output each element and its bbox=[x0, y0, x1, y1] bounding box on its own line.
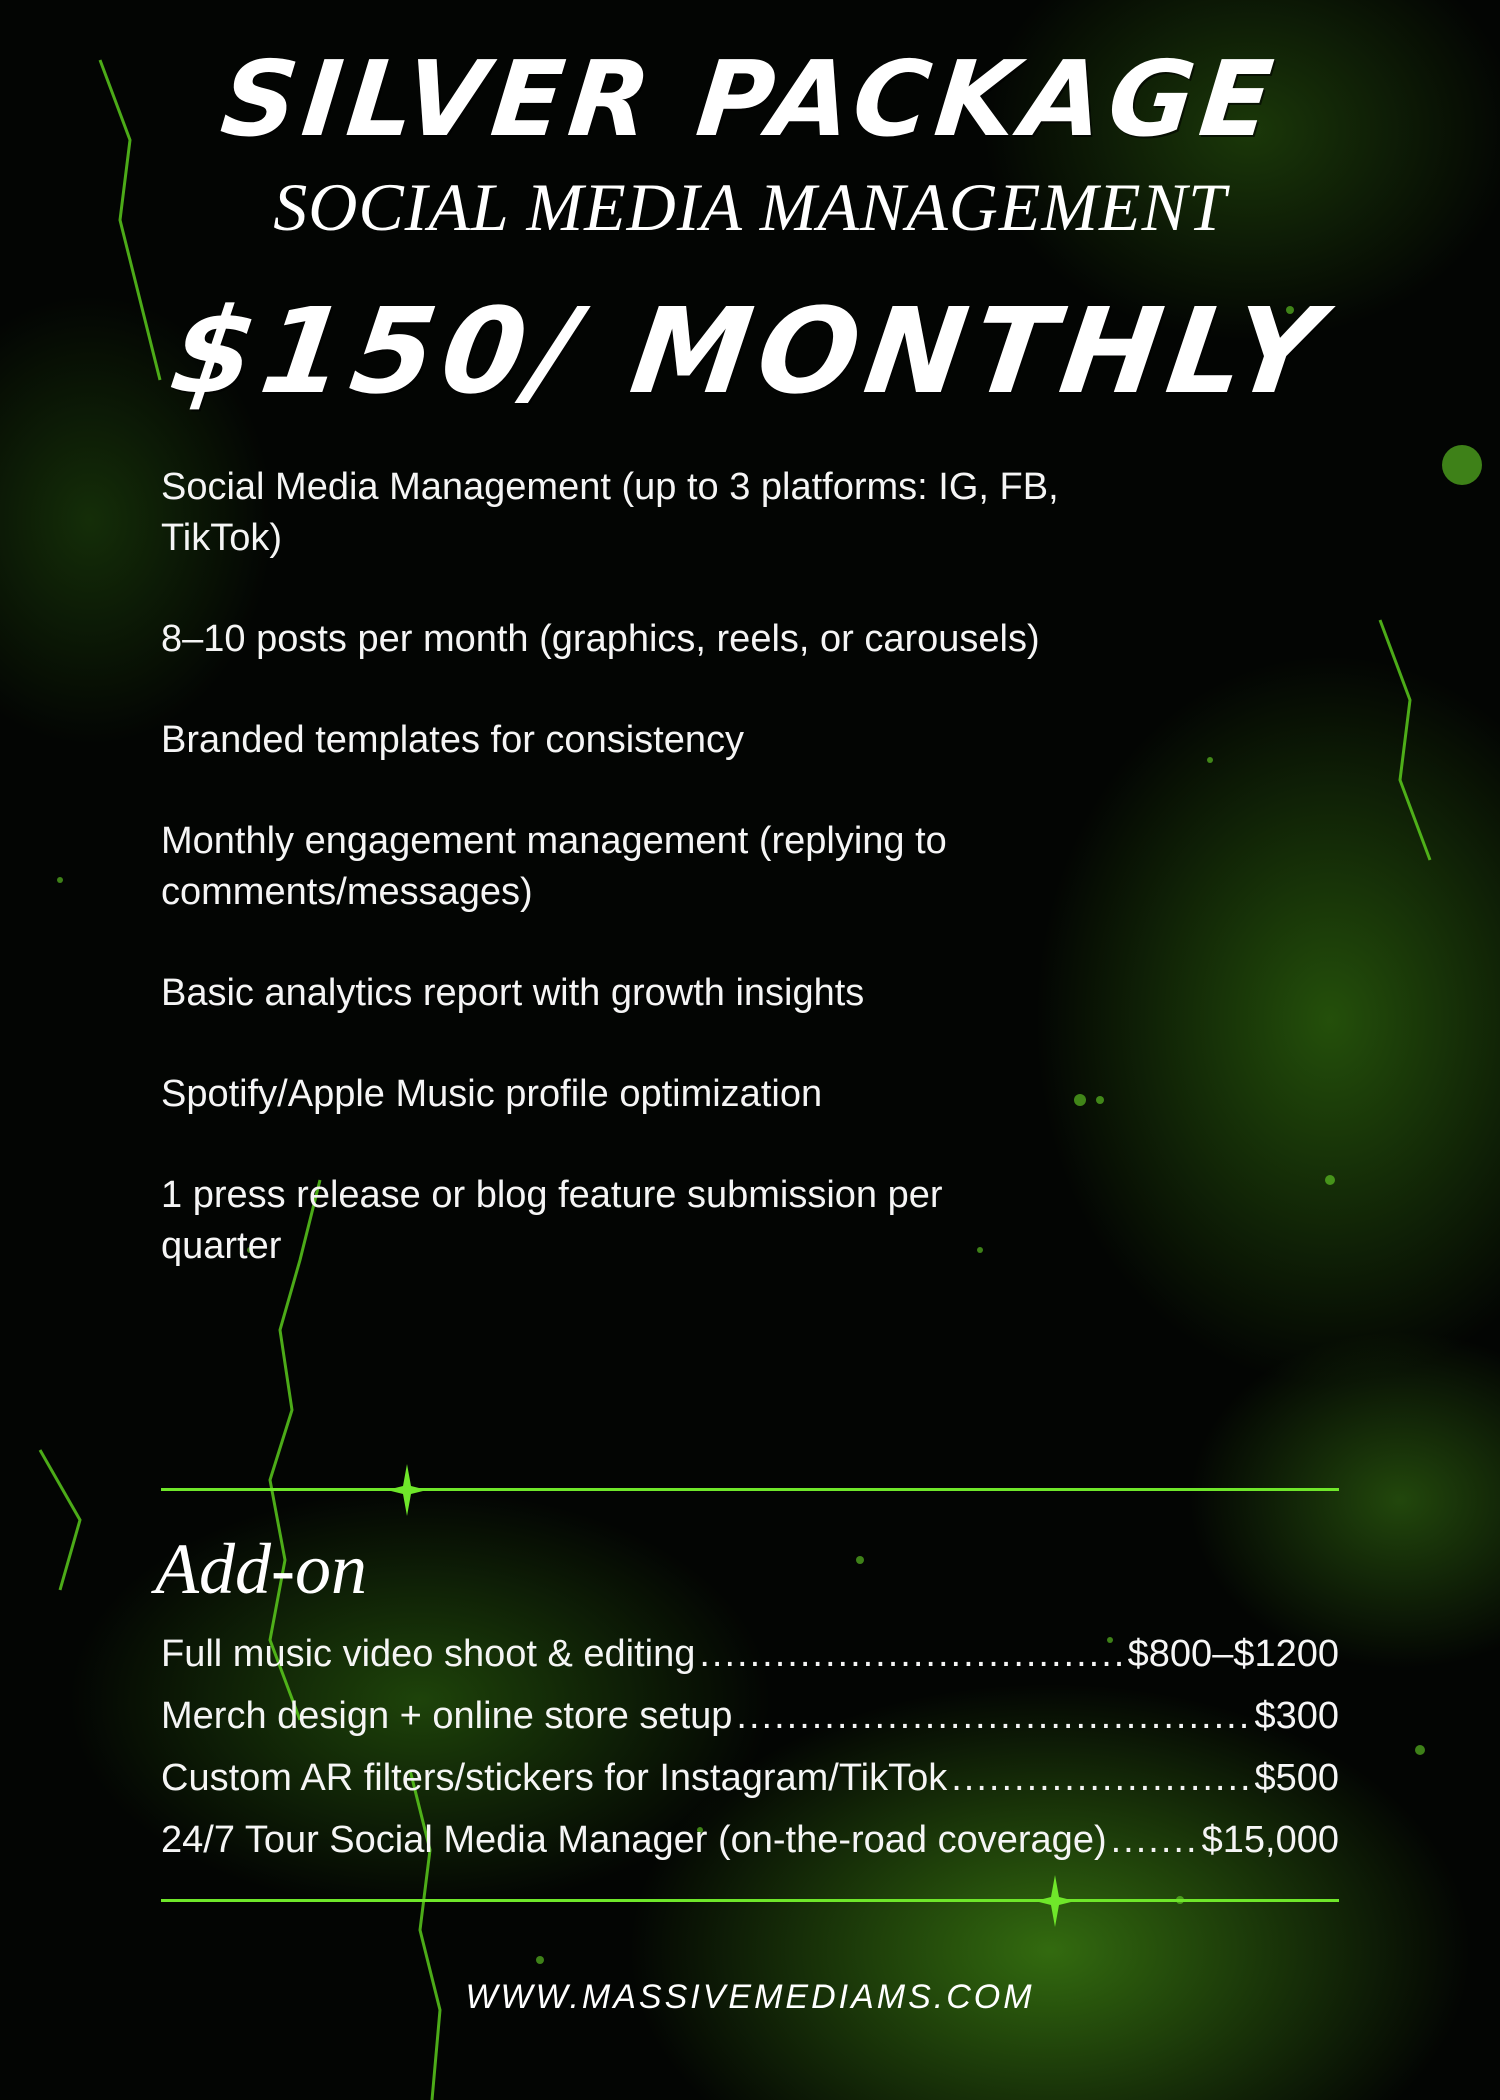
feature-item: 8–10 posts per month (graphics, reels, or carousels) bbox=[161, 618, 1040, 660]
feature-item: Branded templates for consistency bbox=[161, 719, 744, 761]
bottom-divider bbox=[161, 1899, 1339, 1902]
feature-item: Monthly engagement management (replying to comments/messages) bbox=[161, 820, 947, 913]
feature-item: Basic analytics report with growth insights bbox=[161, 972, 865, 1014]
dot-leader bbox=[951, 1757, 1250, 1800]
addon-row bbox=[161, 1695, 1339, 1757]
addon-name: Full music video shoot & editing bbox=[161, 1633, 696, 1675]
addon-price: $300 bbox=[1254, 1695, 1339, 1737]
addon-price: $15,000 bbox=[1201, 1819, 1339, 1861]
addon-name: Merch design + online store setup bbox=[161, 1695, 733, 1737]
sparkle-icon bbox=[1035, 1875, 1075, 1927]
top-divider bbox=[161, 1488, 1339, 1491]
addon-row bbox=[161, 1819, 1339, 1881]
sparkle-icon bbox=[387, 1464, 427, 1516]
dot-leader bbox=[699, 1633, 1123, 1676]
feature-list bbox=[161, 462, 1061, 1322]
package-title: SILVER PACKAGE bbox=[216, 38, 1284, 160]
addon-name: 24/7 Tour Social Media Manager (on-the-road coverage) bbox=[161, 1819, 1107, 1861]
website-link[interactable]: WWW.MASSIVEMEDIAMS.COM bbox=[465, 1978, 1035, 2016]
addon-row bbox=[161, 1757, 1339, 1819]
feature-item: Spotify/Apple Music profile optimization bbox=[161, 1073, 823, 1115]
addon-price: $800–$1200 bbox=[1127, 1633, 1339, 1675]
addon-list bbox=[161, 1633, 1339, 1881]
package-subtitle: SOCIAL MEDIA MANAGEMENT bbox=[273, 169, 1227, 245]
addon-name: Custom AR filters/stickers for Instagram/TikTok bbox=[161, 1757, 948, 1799]
dot-leader bbox=[736, 1695, 1250, 1738]
dot-leader bbox=[1111, 1819, 1198, 1862]
feature-item: Social Media Management (up to 3 platforms: IG, FB, TikTok) bbox=[161, 466, 1059, 559]
addon-title: Add-on bbox=[155, 1529, 367, 1609]
addon-row bbox=[161, 1633, 1339, 1695]
feature-item: 1 press release or blog feature submission per quarter bbox=[161, 1174, 943, 1267]
addon-price: $500 bbox=[1254, 1757, 1339, 1799]
package-price: $150/ MONTHLY bbox=[163, 282, 1337, 420]
